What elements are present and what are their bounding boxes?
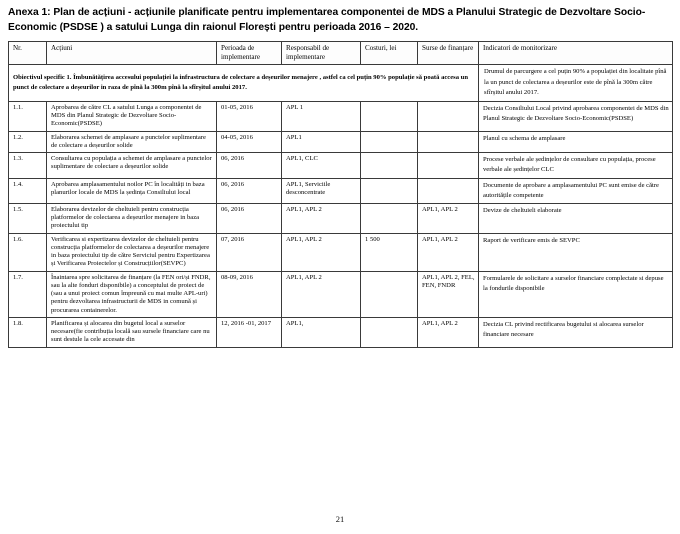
cell-indicatori: Documente de aprobare a amplasamentului PC sunt emise de către autoritățile competente <box>479 178 673 203</box>
cell-perioada: 07, 2016 <box>217 233 282 271</box>
cell-indicatori: Decizia CL privind rectificarea bugetului si alocarea surselor financiare necesare <box>479 317 673 347</box>
cell-indicatori: Formularele de solicitare a surselor financiare complectate si depuse la fondurile disponibile <box>479 271 673 317</box>
cell-costuri <box>361 101 418 131</box>
cell-responsabil: APL1, <box>282 317 361 347</box>
table-row <box>9 153 673 178</box>
cell-costuri <box>361 131 418 152</box>
table-row <box>9 178 673 203</box>
table-row <box>9 101 673 131</box>
cell-nr: 1.4. <box>9 178 47 203</box>
cell-actiuni: Aprobarea amplasamentului noilor PC în localități in baza planurilor locale de MDS la ședința Consiliului local <box>47 178 217 203</box>
cell-nr: 1.6. <box>9 233 47 271</box>
objective-indicator: Drumul de parcurgere a cel puțin 90% a populației din localitate pînă la un punct de colectarea a deșeurilor este de pînă la 300m către sfîrșitul anului 2017. <box>479 64 673 101</box>
cell-costuri <box>361 271 418 317</box>
cell-perioada: 06, 2016 <box>217 153 282 178</box>
cell-surse: APL1, APL 2 <box>418 204 479 234</box>
column-header-perioada: Perioada de implementare <box>217 42 282 65</box>
cell-perioada: 04-05, 2016 <box>217 131 282 152</box>
column-header-actiuni: Acțiuni <box>47 42 217 65</box>
cell-perioada: 06, 2016 <box>217 204 282 234</box>
cell-responsabil: APL1, CLC <box>282 153 361 178</box>
cell-costuri <box>361 317 418 347</box>
cell-perioada: 06, 2016 <box>217 178 282 203</box>
page-number: 21 <box>335 514 345 524</box>
cell-actiuni: Consultarea cu populația a schemei de amplasare a punctelor suplimentare de colectare a deșeurilor solide <box>47 153 217 178</box>
objective-row <box>9 64 673 101</box>
cell-nr: 1.1. <box>9 101 47 131</box>
cell-actiuni: Verificarea si expertizarea devizelor de cheltuieli pentru construcția platformelor de colectarea a deșeurilor menajere in baza proiectului tip de către Serviciul pentru Expertizarea și Verificarea Proiectelor și Construcțiilor(SEVPC) <box>47 233 217 271</box>
table-row <box>9 233 673 271</box>
cell-surse <box>418 101 479 131</box>
cell-surse <box>418 178 479 203</box>
cell-nr: 1.3. <box>9 153 47 178</box>
cell-perioada: 01-05, 2016 <box>217 101 282 131</box>
cell-actiuni: Aprobarea de către CL a satului Lunga a componentei de MDS din Planul Strategic de Dezvoltare Socio-Economic(PSDSE) <box>47 101 217 131</box>
cell-nr: 1.2. <box>9 131 47 152</box>
cell-indicatori: Raport de verificare emis de SEVPC <box>479 233 673 271</box>
cell-responsabil: APL1, APL 2 <box>282 271 361 317</box>
cell-costuri <box>361 153 418 178</box>
cell-responsabil: APL1, APL 2 <box>282 204 361 234</box>
cell-responsabil: APL 1 <box>282 101 361 131</box>
cell-surse <box>418 153 479 178</box>
cell-perioada: 12, 2016 -01, 2017 <box>217 317 282 347</box>
cell-nr: 1.8. <box>9 317 47 347</box>
cell-surse <box>418 131 479 152</box>
cell-surse: APL1, APL 2 <box>418 317 479 347</box>
action-plan-table <box>8 41 673 347</box>
table-body <box>9 64 673 347</box>
column-header-costuri: Costuri, lei <box>361 42 418 65</box>
column-header-nr: Nr. <box>9 42 47 65</box>
cell-costuri <box>361 178 418 203</box>
cell-costuri: 1 500 <box>361 233 418 271</box>
cell-indicatori: Decizia Consiliului Local privind aprobarea componentei de MDS din Planul Strategic de Dezvoltare Socio-Economic(PSDSE) <box>479 101 673 131</box>
cell-actiuni: Elaborarea devizelor de cheltuieli pentru construcția platformelor de colectarea a deșeurilor menajere in baza proiectului tip <box>47 204 217 234</box>
column-header-indicatori: Indicatori de monitorizare <box>479 42 673 65</box>
page-title: Anexa 1: Plan de acțiuni - acțiunile planificate pentru implementarea componentei de MDS a Planului Strategic de Dezvoltare Socio-Economic (PSDSE ) a satului Lunga din raionul Florești pentru perioada 2016 – 2020. <box>8 7 646 33</box>
table-row <box>9 317 673 347</box>
cell-actiuni: Planificarea și alocarea din bugetul local a surselor necesare(fie contribuția locală sau sursele financiare care nu sunt destule la cele accesate din <box>47 317 217 347</box>
cell-indicatori: Procese verbale ale ședințelor de consultare cu populația, procese verbale ale ședințelor CLC <box>479 153 673 178</box>
cell-costuri <box>361 204 418 234</box>
cell-nr: 1.5. <box>9 204 47 234</box>
cell-nr: 1.7. <box>9 271 47 317</box>
cell-responsabil: APL1 <box>282 131 361 152</box>
table-row <box>9 271 673 317</box>
table-header-row <box>9 42 673 65</box>
cell-surse: APL1, APL 2, FEL, FEN, FNDR <box>418 271 479 317</box>
cell-indicatori: Planul cu schema de amplasare <box>479 131 673 152</box>
cell-surse: APL1, APL 2 <box>418 233 479 271</box>
cell-perioada: 08-09, 2016 <box>217 271 282 317</box>
table-row <box>9 204 673 234</box>
cell-responsabil: APL1, APL 2 <box>282 233 361 271</box>
cell-indicatori: Devize de cheltuieli elaborate <box>479 204 673 234</box>
cell-actiuni: Înaintarea spre solicitarea de finanțare (la FEN ori/și FNDR, sau la alte fonduri disponibile) a conceptului de proiect de (sau a unui proiect comun împreună cu mai multe APL-uri) pentru dezvoltarea infrastructurii de MDS in comună și procurarea containerelor. <box>47 271 217 317</box>
table-row <box>9 131 673 152</box>
column-header-surse: Surse de finanțare <box>418 42 479 65</box>
column-header-responsabil: Responsabil de implementare <box>282 42 361 65</box>
cell-responsabil: APL1, Serviciile desconcentrate <box>282 178 361 203</box>
table-header <box>9 42 673 65</box>
cell-actiuni: Elaborarea schemei de amplasare a punctelor suplimentare de colectare a deșeurilor solide <box>47 131 217 152</box>
objective-text: Obiectivul specific 1. Îmbunătățirea accesului populației la infrastructura de colectare a deșeurilor menajere , astfel ca cel puțin 90% populație să poată accesa un punct de colectare a deșeurilor in raza de pînă la 300m pînă la sfîrșitul anului 2017. <box>9 64 479 101</box>
